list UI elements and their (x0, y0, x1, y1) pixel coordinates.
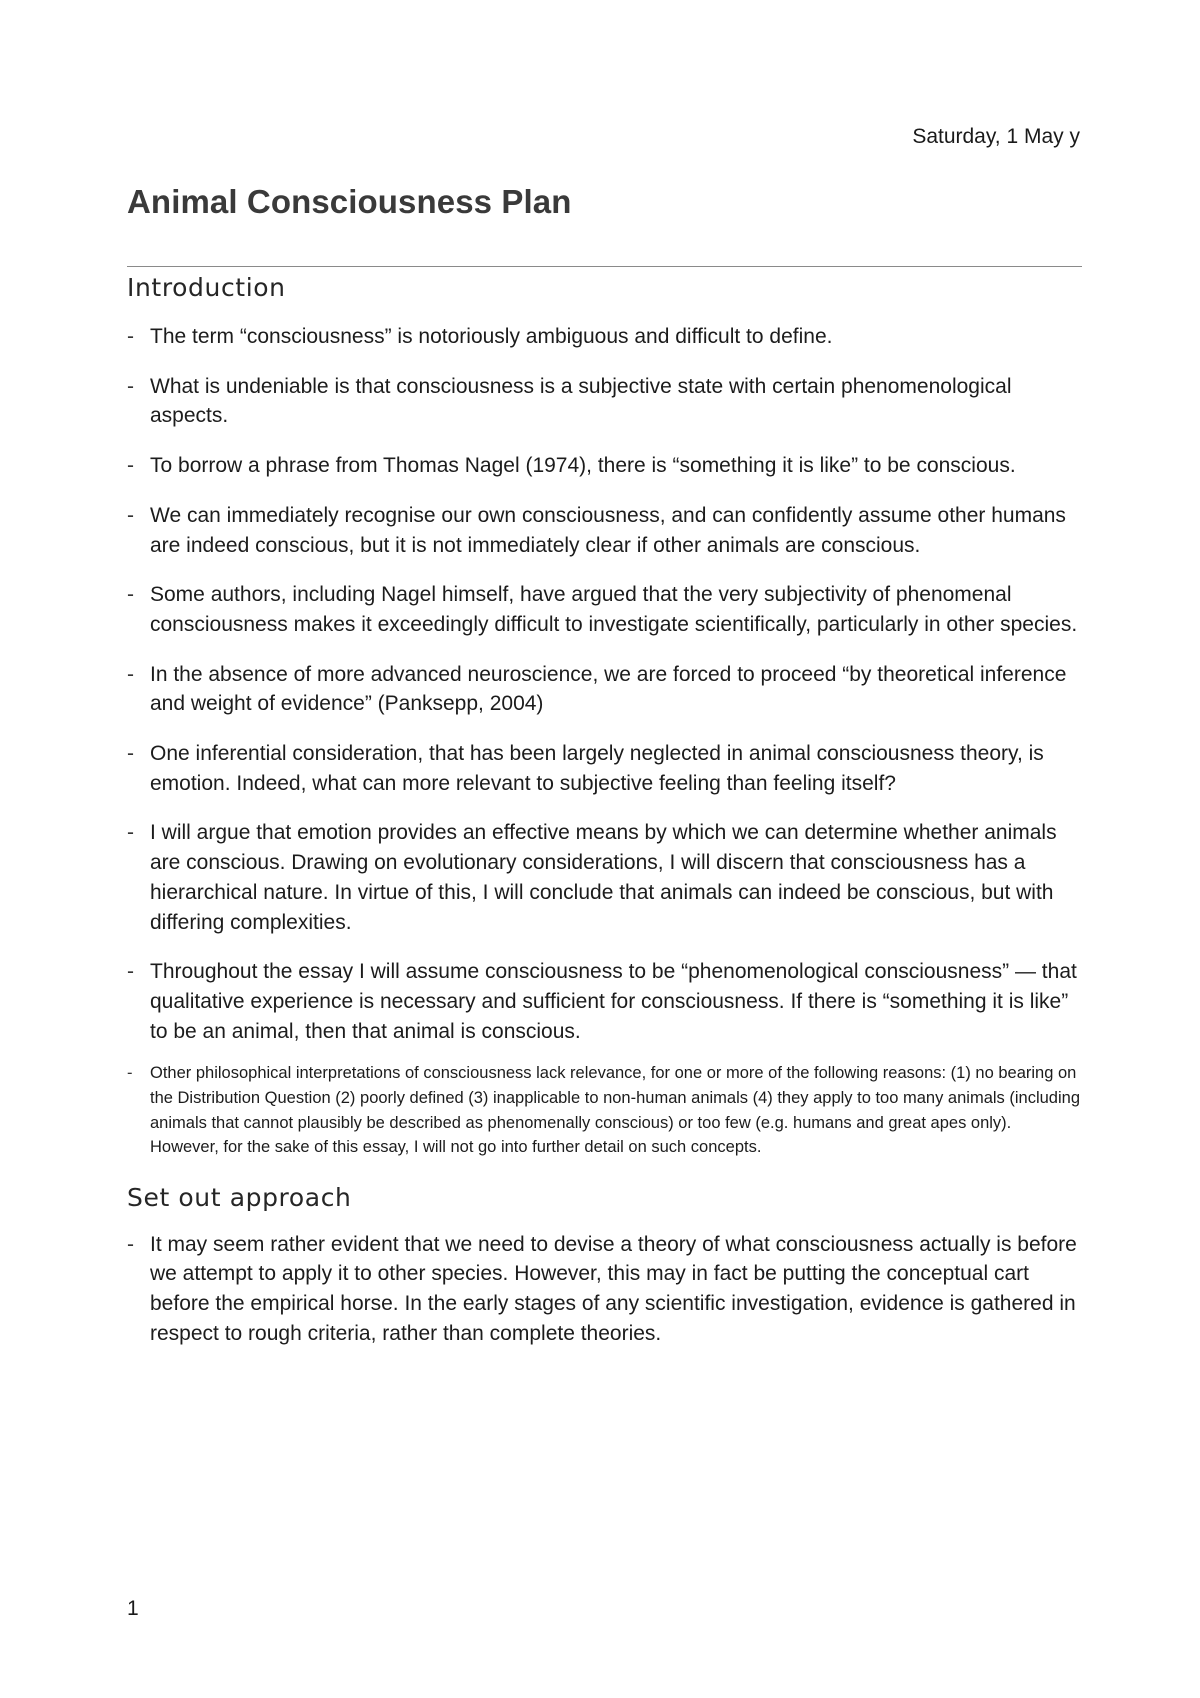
bullet-text: The term “consciousness” is notoriously ambiguous and difficult to define. (150, 325, 833, 348)
bullet-dash: - (127, 821, 134, 845)
bullet-text: In the absence of more advanced neuroscience, we are forced to proceed “by theoretical inference and weight of evidence” (Panksepp, 2004) (150, 662, 1067, 716)
list-item (127, 501, 1084, 560)
list-item-small (127, 1061, 1084, 1159)
bullet-dash: - (127, 374, 134, 398)
bullet-dash: - (127, 1232, 134, 1256)
bullet-dash: - (127, 662, 134, 686)
list-item (127, 957, 1084, 1046)
bullet-text: We can immediately recognise our own consciousness, and can confidently assume other humans are indeed conscious, but it is not immediately clear if other animals are conscious. (150, 503, 1066, 557)
bullet-text: I will argue that emotion provides an effective means by which we can determine whether animals are conscious. Drawing on evolutionary considerations, I will discern that consciousness has a hierarchical nature. In virtue of this, I will conclude that animals can indeed be conscious, but with differing complexities. (150, 821, 1057, 934)
bullet-dash: - (127, 1064, 133, 1083)
title-divider (127, 266, 1082, 267)
bullet-text: To borrow a phrase from Thomas Nagel (1974), there is “something it is like” to be conscious. (150, 454, 1016, 478)
section-heading-set-out-approach: Set out approach (127, 1182, 352, 1212)
list-item (127, 1230, 1084, 1349)
list-item (127, 660, 1084, 719)
bullet-dash: - (127, 960, 134, 984)
document-title: Animal Consciousness Plan (127, 183, 572, 220)
approach-bullet-list (127, 1230, 1084, 1349)
introduction-bullet-list (127, 322, 1084, 1160)
bullet-text: It may seem rather evident that we need to devise a theory of what consciousness actually is before we attempt to apply it to other species. However, this may in fact be putting the conceptual cart before the empirical horse. In the early stages of any scientific investigation, evidence is gathered in respect to rough criteria, rather than complete theories. (150, 1232, 1077, 1345)
document-body (127, 272, 1084, 1369)
bullet-dash: - (127, 325, 134, 348)
bullet-dash: - (127, 583, 134, 607)
bullet-text: What is undeniable is that consciousness is a subjective state with certain phenomenological aspects. (150, 374, 1012, 428)
list-item (127, 372, 1084, 431)
bullet-text: Some authors, including Nagel himself, have argued that the very subjectivity of phenomenal consciousness makes it exceedingly difficult to investigate scientifically, particularly in other species. (150, 583, 1078, 636)
list-item (127, 580, 1084, 639)
list-item (127, 451, 1084, 481)
list-item (127, 739, 1084, 798)
list-item (127, 322, 1084, 352)
date-header: Saturday, 1 May y (912, 125, 1080, 148)
section-heading-introduction: Introduction (127, 273, 286, 302)
list-item (127, 818, 1084, 937)
bullet-dash: - (127, 742, 134, 766)
page-number: 1 (127, 1597, 139, 1620)
bullet-text: Other philosophical interpretations of consciousness lack relevance, for one or more of the following reasons: (1) no bearing on the Distribution Question (2) poorly defined (3) inapplicable to non-human animals (4) they apply to too many animals (including animals that cannot plausibly be described as phenomenally conscious) or too few (e.g. humans and great apes only). However, for the sake of this essay, I will not go into further detail on such concepts. (150, 1064, 1080, 1157)
bullet-dash: - (127, 454, 134, 478)
bullet-text: One inferential consideration, that has been largely neglected in animal consciousness theory, is emotion. Indeed, what can more relevant to subjective feeling than feeling itself? (150, 742, 1044, 795)
bullet-dash: - (127, 503, 134, 527)
bullet-text: Throughout the essay I will assume consciousness to be “phenomenological consciousness” — that qualitative experience is necessary and sufficient for consciousness. If there is “something it is like” to be an animal, then that animal is conscious. (150, 960, 1077, 1043)
